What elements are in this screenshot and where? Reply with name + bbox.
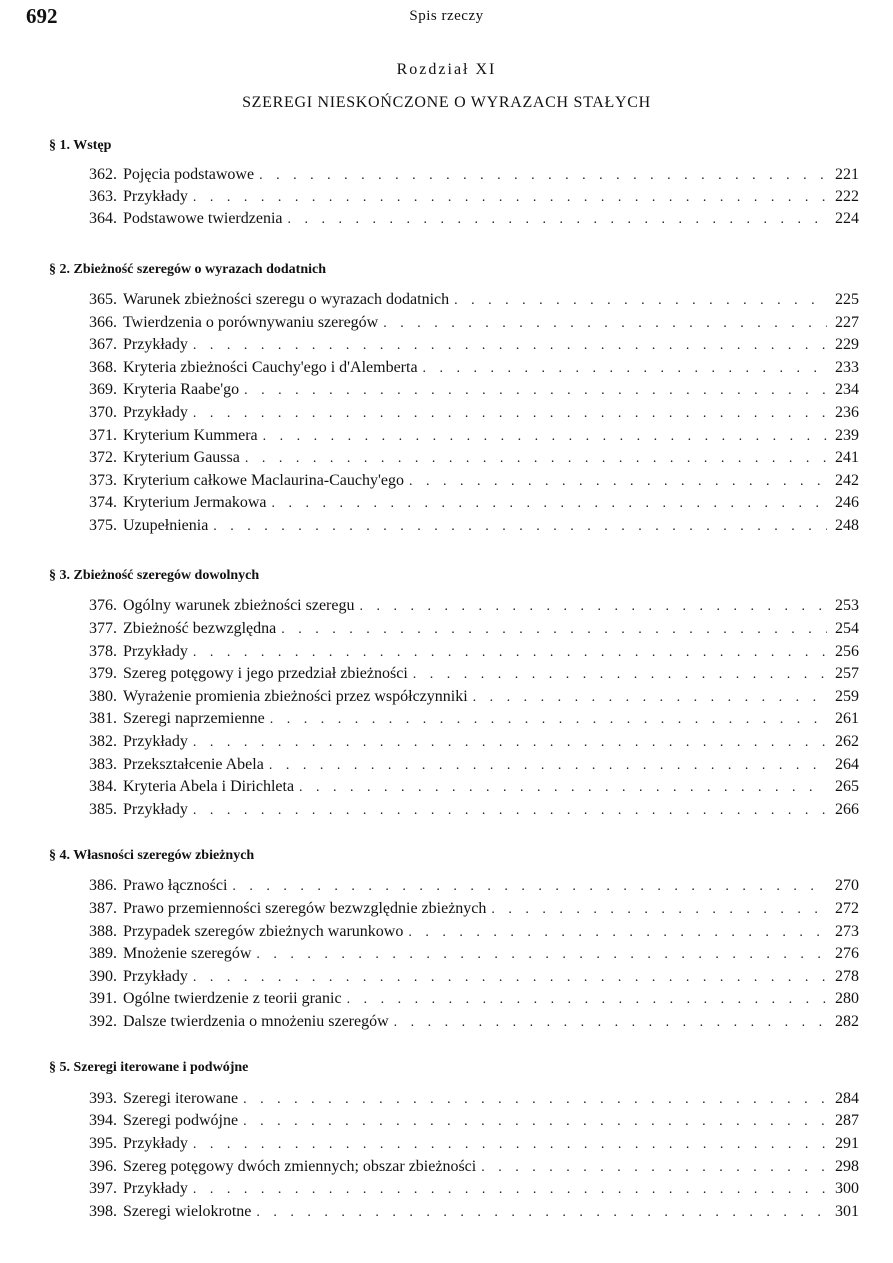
toc-entry — [89, 877, 859, 899]
entry-title: Przykłady — [123, 188, 188, 205]
toc-entry — [89, 778, 859, 800]
toc-entry — [89, 597, 859, 619]
entry-page: 246 — [835, 494, 859, 511]
dot-leader — [213, 519, 827, 535]
entry-page: 278 — [835, 968, 859, 985]
entry-page: 222 — [835, 188, 859, 205]
toc-entry — [89, 900, 859, 922]
entry-page: 227 — [835, 314, 859, 331]
toc-entry — [89, 517, 859, 539]
toc-entry — [89, 188, 859, 210]
entry-number: 381. — [89, 710, 117, 727]
entry-number: 386. — [89, 877, 117, 894]
entry-title: Szereg potęgowy dwóch zmiennych; obszar zbieżności — [123, 1158, 477, 1175]
entry-page: 254 — [835, 620, 859, 637]
entry-page: 287 — [835, 1112, 859, 1129]
dot-leader — [259, 168, 827, 184]
dot-leader — [409, 474, 827, 490]
entry-number: 393. — [89, 1090, 117, 1107]
entry-page: 301 — [835, 1203, 859, 1220]
entry-page: 225 — [835, 291, 859, 308]
entry-number: 395. — [89, 1135, 117, 1152]
dot-leader — [243, 1114, 827, 1130]
entry-title: Kryterium całkowe Maclaurina-Cauchy'ego — [123, 472, 404, 489]
entry-title: Kryteria zbieżności Cauchy'ego i d'Alemberta — [123, 359, 418, 376]
entry-number: 373. — [89, 472, 117, 489]
toc-entry — [89, 990, 859, 1012]
entry-page: 272 — [835, 900, 859, 917]
dot-leader — [272, 496, 827, 512]
entry-number: 384. — [89, 778, 117, 795]
dot-leader — [269, 758, 827, 774]
entry-page: 242 — [835, 472, 859, 489]
chapter-label: Rozdział XI — [396, 61, 497, 78]
entry-page: 262 — [835, 733, 859, 750]
toc-entry — [89, 449, 859, 471]
entry-title: Kryteria Abela i Dirichleta — [123, 778, 295, 795]
dot-leader — [193, 338, 827, 354]
toc-entry — [89, 710, 859, 732]
entry-title: Ogólny warunek zbieżności szeregu — [123, 597, 355, 614]
entry-number: 388. — [89, 923, 117, 940]
entry-number: 382. — [89, 733, 117, 750]
entry-title: Kryterium Gaussa — [123, 449, 240, 466]
entry-number: 392. — [89, 1013, 117, 1030]
dot-leader — [423, 361, 827, 377]
section-heading: § 3. Zbieżność szeregów dowolnych — [49, 568, 260, 583]
toc-entry — [89, 1112, 859, 1134]
entry-title: Pojęcia podstawowe — [123, 166, 255, 183]
entry-title: Kryterium Kummera — [123, 427, 258, 444]
toc-entry — [89, 336, 859, 358]
entry-title: Przekształcenie Abela — [123, 756, 264, 773]
toc-entry — [89, 620, 859, 642]
entry-page: 261 — [835, 710, 859, 727]
entry-title: Szeregi podwójne — [123, 1112, 239, 1129]
dot-leader — [394, 1015, 827, 1031]
section-heading: § 5. Szeregi iterowane i podwójne — [49, 1060, 249, 1075]
toc-entry — [89, 314, 859, 336]
entry-number: 378. — [89, 643, 117, 660]
entry-title: Przykłady — [123, 968, 188, 985]
entry-number: 380. — [89, 688, 117, 705]
entry-number: 377. — [89, 620, 117, 637]
entry-number: 366. — [89, 314, 117, 331]
toc-entry — [89, 733, 859, 755]
entry-page: 273 — [835, 923, 859, 940]
entry-number: 367. — [89, 336, 117, 353]
chapter-title: SZEREGI NIESKOŃCZONE O WYRAZACH STAŁYCH — [242, 94, 651, 111]
entry-page: 256 — [835, 643, 859, 660]
entry-number: 375. — [89, 517, 117, 534]
entry-title: Przykłady — [123, 643, 188, 660]
entry-page: 291 — [835, 1135, 859, 1152]
toc-entry — [89, 945, 859, 967]
entry-number: 379. — [89, 665, 117, 682]
toc-entry — [89, 210, 859, 232]
dot-leader — [281, 622, 827, 638]
toc-entry — [89, 923, 859, 945]
dot-leader — [193, 970, 827, 986]
entry-page: 276 — [835, 945, 859, 962]
toc-entry — [89, 801, 859, 823]
dot-leader — [193, 406, 827, 422]
dot-leader — [347, 992, 827, 1008]
toc-entry — [89, 359, 859, 381]
toc-entry — [89, 1203, 859, 1225]
dot-leader — [481, 1160, 827, 1176]
dot-leader — [193, 803, 827, 819]
entry-title: Zbieżność bezwzględna — [123, 620, 277, 637]
entry-number: 369. — [89, 381, 117, 398]
dot-leader — [193, 645, 827, 661]
entry-title: Mnożenie szeregów — [123, 945, 252, 962]
entry-title: Szeregi iterowane — [123, 1090, 239, 1107]
dot-leader — [473, 690, 827, 706]
dot-leader — [256, 1205, 827, 1221]
toc-entry — [89, 688, 859, 710]
toc-entry — [89, 427, 859, 449]
toc-entry — [89, 291, 859, 313]
dot-leader — [193, 1182, 827, 1198]
entry-title: Uzupełnienia — [123, 517, 209, 534]
entry-title: Kryterium Jermakowa — [123, 494, 267, 511]
toc-entry — [89, 381, 859, 403]
dot-leader — [359, 599, 827, 615]
entry-page: 284 — [835, 1090, 859, 1107]
toc-entry — [89, 494, 859, 516]
dot-leader — [299, 780, 827, 796]
section-heading: § 2. Zbieżność szeregów o wyrazach dodatnich — [49, 262, 326, 277]
dot-leader — [193, 735, 827, 751]
toc-entry — [89, 643, 859, 665]
entry-title: Ogólne twierdzenie z teorii granic — [123, 990, 342, 1007]
dot-leader — [270, 712, 827, 728]
entry-number: 362. — [89, 166, 117, 183]
toc-entry — [89, 472, 859, 494]
entry-number: 397. — [89, 1180, 117, 1197]
toc-entry — [89, 1180, 859, 1202]
entry-page: 270 — [835, 877, 859, 894]
dot-leader — [232, 879, 827, 895]
entry-page: 282 — [835, 1013, 859, 1030]
dot-leader — [193, 1137, 827, 1153]
entry-number: 374. — [89, 494, 117, 511]
entry-page: 236 — [835, 404, 859, 421]
entry-page: 266 — [835, 801, 859, 818]
entry-title: Warunek zbieżności szeregu o wyrazach dodatnich — [123, 291, 450, 308]
entry-page: 241 — [835, 449, 859, 466]
dot-leader — [408, 925, 827, 941]
entry-title: Kryteria Raabe'go — [123, 381, 240, 398]
entry-number: 370. — [89, 404, 117, 421]
toc-entry — [89, 756, 859, 778]
section-heading: § 4. Własności szeregów zbieżnych — [49, 848, 255, 863]
entry-title: Przykłady — [123, 801, 188, 818]
entry-page: 264 — [835, 756, 859, 773]
entry-page: 224 — [835, 210, 859, 227]
entry-page: 253 — [835, 597, 859, 614]
entry-number: 394. — [89, 1112, 117, 1129]
entry-title: Szeregi wielokrotne — [123, 1203, 252, 1220]
entry-page: 300 — [835, 1180, 859, 1197]
entry-number: 365. — [89, 291, 117, 308]
entry-number: 391. — [89, 990, 117, 1007]
entry-title: Prawo łączności — [123, 877, 228, 894]
entry-title: Przykłady — [123, 336, 188, 353]
toc-entry — [89, 1158, 859, 1180]
entry-number: 387. — [89, 900, 117, 917]
dot-leader — [413, 667, 827, 683]
dot-leader — [244, 383, 827, 399]
entry-number: 363. — [89, 188, 117, 205]
dot-leader — [454, 293, 827, 309]
entry-title: Szereg potęgowy i jego przedział zbieżności — [123, 665, 408, 682]
entry-title: Wyrażenie promienia zbieżności przez współczynniki — [123, 688, 468, 705]
entry-number: 383. — [89, 756, 117, 773]
dot-leader — [491, 902, 827, 918]
entry-page: 280 — [835, 990, 859, 1007]
entry-number: 385. — [89, 801, 117, 818]
entry-title: Prawo przemienności szeregów bezwzględnie zbieżnych — [123, 900, 487, 917]
toc-entry — [89, 665, 859, 687]
dot-leader — [256, 947, 827, 963]
entry-page: 259 — [835, 688, 859, 705]
entry-title: Przykłady — [123, 1135, 188, 1152]
dot-leader — [245, 451, 827, 467]
entry-number: 396. — [89, 1158, 117, 1175]
entry-title: Przykłady — [123, 733, 188, 750]
dot-leader — [243, 1092, 827, 1108]
entry-page: 298 — [835, 1158, 859, 1175]
entry-page: 229 — [835, 336, 859, 353]
entry-title: Przykłady — [123, 404, 188, 421]
entry-page: 239 — [835, 427, 859, 444]
dot-leader — [288, 212, 827, 228]
entry-number: 372. — [89, 449, 117, 466]
entry-number: 389. — [89, 945, 117, 962]
entry-number: 368. — [89, 359, 117, 376]
toc-entry — [89, 404, 859, 426]
toc-entry — [89, 1135, 859, 1157]
entry-page: 221 — [835, 166, 859, 183]
toc-entry — [89, 166, 859, 188]
entry-number: 398. — [89, 1203, 117, 1220]
entry-title: Dalsze twierdzenia o mnożeniu szeregów — [123, 1013, 389, 1030]
section-heading: § 1. Wstęp — [49, 138, 112, 153]
entry-title: Twierdzenia o porównywaniu szeregów — [123, 314, 379, 331]
entry-title: Przypadek szeregów zbieżnych warunkowo — [123, 923, 404, 940]
toc-entry — [89, 1090, 859, 1112]
entry-number: 371. — [89, 427, 117, 444]
dot-leader — [263, 429, 827, 445]
toc-entry — [89, 1013, 859, 1035]
entry-page: 265 — [835, 778, 859, 795]
entry-page: 257 — [835, 665, 859, 682]
entry-title: Przykłady — [123, 1180, 188, 1197]
page-number: 692 — [26, 4, 58, 28]
entry-number: 364. — [89, 210, 117, 227]
entry-number: 390. — [89, 968, 117, 985]
entry-page: 234 — [835, 381, 859, 398]
entry-number: 376. — [89, 597, 117, 614]
entry-page: 248 — [835, 517, 859, 534]
running-head: Spis rzeczy — [409, 8, 484, 24]
toc-entry — [89, 968, 859, 990]
entry-page: 233 — [835, 359, 859, 376]
dot-leader — [193, 190, 827, 206]
dot-leader — [383, 316, 827, 332]
entry-title: Szeregi naprzemienne — [123, 710, 265, 727]
entry-title: Podstawowe twierdzenia — [123, 210, 283, 227]
